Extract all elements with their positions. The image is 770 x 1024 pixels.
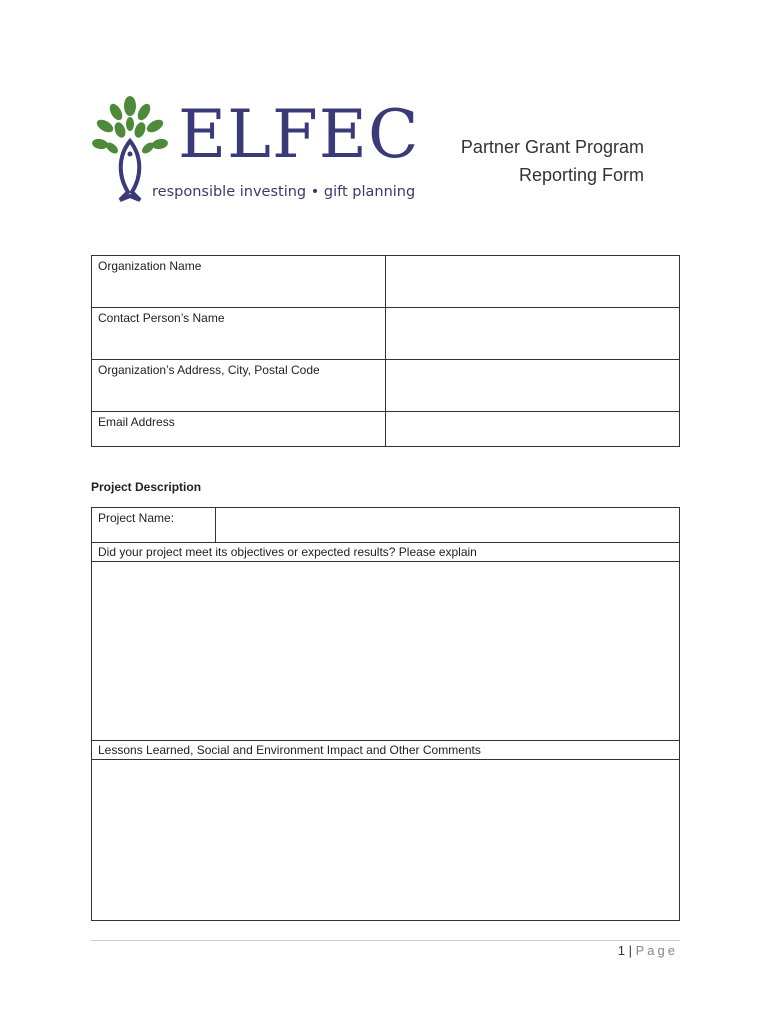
page-number: 1 [617, 943, 625, 958]
table-row [92, 562, 680, 741]
logo-wordmark: ELFEC [178, 96, 420, 173]
section-heading: Project Description [91, 480, 202, 494]
project-name-label: Project Name: [92, 508, 216, 543]
lessons-question: Lessons Learned, Social and Environment Impact and Other Comments [92, 741, 680, 760]
address-field[interactable] [386, 360, 680, 412]
field-label: Email Address [92, 412, 386, 447]
project-name-field[interactable] [216, 508, 680, 543]
email-field[interactable] [386, 412, 680, 447]
page-footer [618, 943, 678, 958]
organization-table [91, 255, 680, 447]
form-title-line2: Reporting Form [518, 165, 644, 185]
objectives-question: Did your project meet its objectives or expected results? Please explain [92, 543, 680, 562]
footer-divider [91, 940, 680, 941]
field-label: Organization Name [92, 256, 386, 308]
organization-name-field[interactable] [386, 256, 680, 308]
table-row [92, 760, 680, 921]
field-label: Contact Person’s Name [92, 308, 386, 360]
page-separator: | [628, 943, 632, 958]
table-row [92, 741, 680, 760]
table-row [92, 256, 680, 308]
table-row [92, 360, 680, 412]
table-row [92, 412, 680, 447]
objectives-answer-field[interactable] [92, 562, 680, 741]
contact-name-field[interactable] [386, 308, 680, 360]
form-title [461, 133, 644, 189]
form-title-line1: Partner Grant Program [460, 137, 644, 157]
table-row [92, 308, 680, 360]
project-table [91, 507, 680, 921]
table-row [92, 543, 680, 562]
table-row [92, 508, 680, 543]
page-word: Page [635, 943, 678, 958]
lessons-answer-field[interactable] [92, 760, 680, 921]
field-label: Organization’s Address, City, Postal Code [92, 360, 386, 412]
elfec-logo [90, 96, 420, 206]
logo-tagline: responsible investing • gift planning [152, 184, 416, 200]
